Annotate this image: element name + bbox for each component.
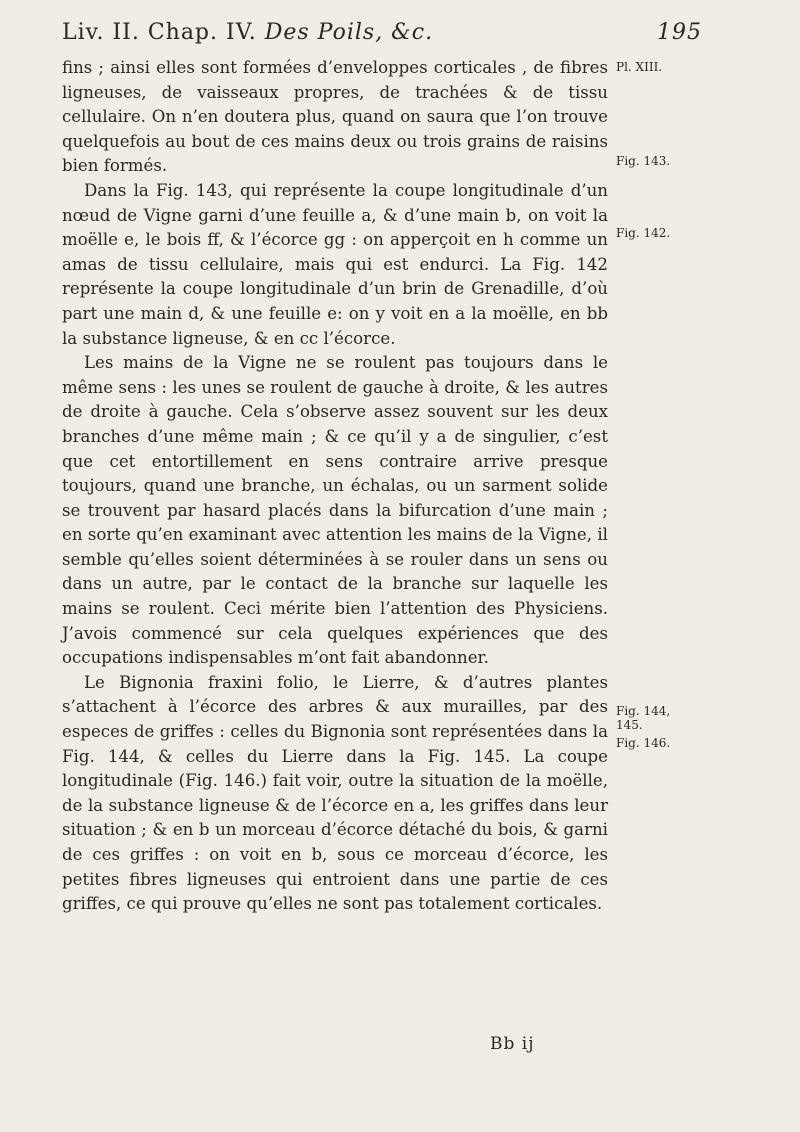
margin-note-fig-144: Fig. 144,: [616, 704, 671, 718]
main-text: [62, 56, 608, 917]
running-header: [62, 20, 702, 56]
margin-note-plate: Pl. XIII.: [616, 60, 663, 74]
running-head-title: Des Poils, &c.: [264, 20, 434, 45]
margin-note-fig-146: Fig. 146.: [616, 736, 671, 750]
margin-note-fig-145: 145.: [616, 718, 643, 732]
signature-mark: Bb ij: [490, 1034, 535, 1054]
margin-note-fig-142: Fig. 142.: [616, 226, 671, 240]
paragraph-4: Le Bignonia fraxini folio, le Lierre, & d’autres plantes s’attachent à l’écorce des arbres & aux murailles, par des especes de griffes : celles du Bignonia sont représentées dans la Fig. 144, & celles du Lierre dans la Fig. 145. La coupe longitudinale (Fig. 146.) fait voir, outre la situation de la moëlle, de la substance ligneuse & de l’écorce en a, les griffes dans leur situation ; & en b un morceau d’écorce détaché du bois, & garni de ces griffes : on voit en b, sous ce morceau d’écorce, les petites fibres ligneuses qui entroient dans une partie de ces griffes, ce qui prouve qu’elles ne sont pas totalement corticales.: [62, 672, 608, 914]
page-number: 195: [657, 20, 702, 45]
paragraph-3: Les mains de la Vigne ne se roulent pas toujours dans le même sens : les unes se roulent de gauche à droite, & les autres de droite à gauche. Cela s’observe assez souvent sur les deux branches d’une même main ; & ce qu’il y a de singulier, c’est que cet entortillement en sens contraire arrive presque toujours, quand une branche, un échalas, ou un sarment solide se trouvent par hasard placés dans la bifurcation d’une main ; en sorte qu’en examinant avec attention les mains de la Vigne, il semble qu’elles soient déterminées à se rouler dans un sens ou dans un autre, par le contact de la branche sur laquelle les mains se roulent. Ceci mérite bien l’attention des Physiciens. J’avois commencé sur cela quelques expériences que des occupations indispensables m’ont fait abandonner.: [62, 353, 608, 668]
paragraph-1: fins ; ainsi elles sont formées d’enveloppes corticales , de fibres ligneuses, de vaisseaux propres, de trachées & de tissu cellulaire. On n’en doutera plus, quand on saura que l’on trouve quelquefois au bout de ces mains deux ou trois grains de raisins bien formés.: [62, 58, 608, 176]
paragraph-2: Dans la Fig. 143, qui représente la coupe longitudinale d’un nœud de Vigne garni d’une feuille a, & d’une main b, on voit la moëlle e, le bois ff, & l’écorce gg : on apperçoit en h comme un amas de tissu cellulaire, mais qui est endurci. La Fig. 142 représente la coupe longitudinale d’un brin de Grenadille, d’où part une main d, & une feuille e: on y voit en a la moëlle, en bb la substance ligneuse, & en cc l’écorce.: [62, 180, 608, 348]
running-head-left: Liv. II. Chap. IV.: [62, 20, 257, 45]
margin-note-fig-143: Fig. 143.: [616, 154, 671, 168]
running-head: [62, 20, 433, 45]
